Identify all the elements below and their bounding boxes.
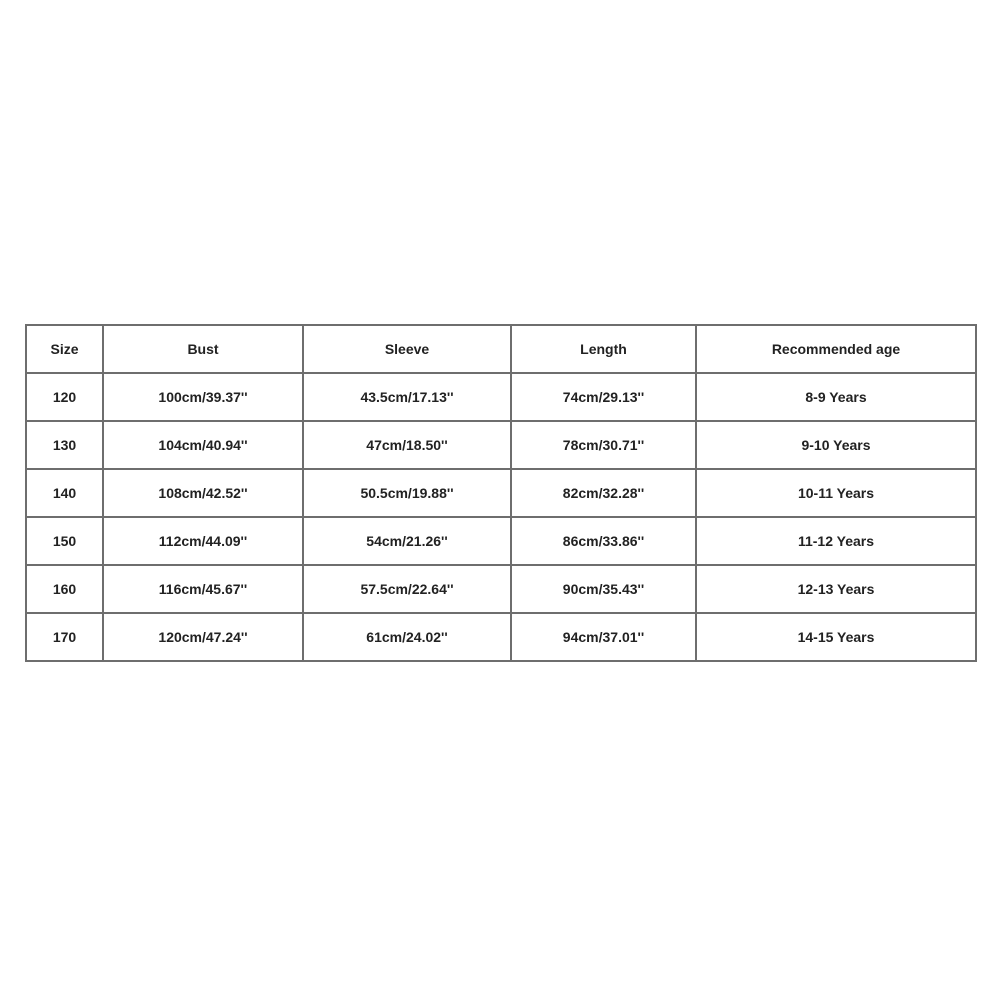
table-row	[26, 613, 976, 661]
size-cell: 130	[26, 421, 103, 469]
age-cell: 14-15 Years	[696, 613, 976, 661]
bust-cell: 104cm/40.94''	[103, 421, 303, 469]
sleeve-cell: 57.5cm/22.64''	[303, 565, 511, 613]
bust-cell: 116cm/45.67''	[103, 565, 303, 613]
header-sleeve: Sleeve	[303, 325, 511, 373]
sleeve-cell: 43.5cm/17.13''	[303, 373, 511, 421]
age-cell: 12-13 Years	[696, 565, 976, 613]
age-cell: 11-12 Years	[696, 517, 976, 565]
age-cell: 10-11 Years	[696, 469, 976, 517]
size-chart-table	[25, 324, 977, 662]
size-cell: 120	[26, 373, 103, 421]
size-cell: 160	[26, 565, 103, 613]
length-cell: 90cm/35.43''	[511, 565, 696, 613]
age-cell: 9-10 Years	[696, 421, 976, 469]
bust-cell: 112cm/44.09''	[103, 517, 303, 565]
size-cell: 140	[26, 469, 103, 517]
header-length: Length	[511, 325, 696, 373]
sleeve-cell: 50.5cm/19.88''	[303, 469, 511, 517]
table-row	[26, 421, 976, 469]
sleeve-cell: 54cm/21.26''	[303, 517, 511, 565]
size-cell: 170	[26, 613, 103, 661]
length-cell: 82cm/32.28''	[511, 469, 696, 517]
length-cell: 78cm/30.71''	[511, 421, 696, 469]
size-cell: 150	[26, 517, 103, 565]
header-size: Size	[26, 325, 103, 373]
header-bust: Bust	[103, 325, 303, 373]
header-recommended-age: Recommended age	[696, 325, 976, 373]
sleeve-cell: 47cm/18.50''	[303, 421, 511, 469]
table-row	[26, 517, 976, 565]
age-cell: 8-9 Years	[696, 373, 976, 421]
length-cell: 74cm/29.13''	[511, 373, 696, 421]
bust-cell: 100cm/39.37''	[103, 373, 303, 421]
sleeve-cell: 61cm/24.02''	[303, 613, 511, 661]
table-row	[26, 565, 976, 613]
table-row	[26, 469, 976, 517]
table-row	[26, 373, 976, 421]
table-body	[26, 373, 976, 661]
bust-cell: 120cm/47.24''	[103, 613, 303, 661]
length-cell: 86cm/33.86''	[511, 517, 696, 565]
table-header	[26, 325, 976, 373]
bust-cell: 108cm/42.52''	[103, 469, 303, 517]
length-cell: 94cm/37.01''	[511, 613, 696, 661]
header-row	[26, 325, 976, 373]
